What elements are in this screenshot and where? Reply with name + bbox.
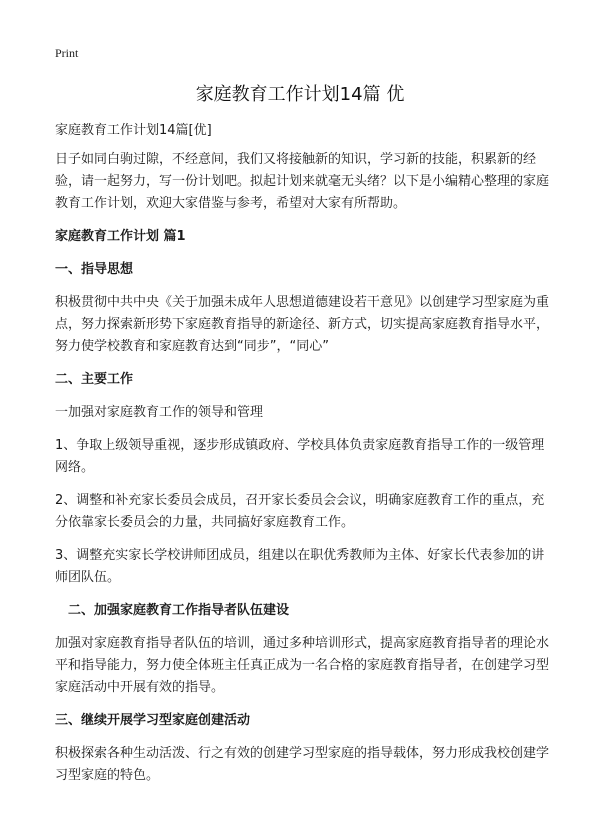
heading-learning-family: 三、继续开展学习型家庭创建活动 bbox=[55, 713, 251, 728]
list-item: 1、争取上级领导重视，逐步形成镇政府、学校具体负责家庭教育指导工作的一级管理网络。 bbox=[55, 438, 545, 475]
page-title: 家庭教育工作计划14篇 优 bbox=[195, 84, 405, 105]
print-link[interactable]: Print bbox=[55, 46, 79, 60]
document-subtitle: 家庭教育工作计划14篇[优] bbox=[55, 123, 212, 138]
list-item: 2、调整和补充家长委员会成员，召开家长委员会会议，明确家庭教育工作的重点，充分依靠家长委员会的力量，共同搞好家庭教育工作。 bbox=[55, 493, 545, 530]
paragraph-team-building: 加强对家庭教育指导者队伍的培训，通过多种培训形式，提高家庭教育指导者的理论水平和指导能力，努力使全体班主任真正成为一名合格的家庭教育指导者，在创建学习型家庭活动中开展有效的指导。 bbox=[55, 636, 550, 695]
intro-paragraph: 日子如同白驹过隙，不经意间，我们又将接触新的知识，学习新的技能，积累新的经验，请一起努力，写一份计划吧。拟起计划来就毫无头绪？以下是小编精心整理的家庭教育工作计划，欢迎大家借鉴与参考，希望对大家有所帮助。 bbox=[55, 152, 550, 211]
list-item: 3、调整充实家长学校讲师团成员，组建以在职优秀教师为主体、好家长代表参加的讲师团队伍。 bbox=[55, 548, 545, 585]
subheading-leadership: 一加强对家庭教育工作的领导和管理 bbox=[55, 405, 264, 420]
paragraph-guiding-ideology: 积极贯彻中共中央《关于加强未成年人思想道德建设若干意见》以创建学习型家庭为重点，努力探索新形势下家庭教育指导的新途径、新方式，切实提高家庭教育指导水平，努力使学校教育和家庭教育达到“同步”，“同心” bbox=[55, 295, 550, 354]
heading-guiding-ideology: 一、指导思想 bbox=[55, 262, 134, 277]
paragraph-learning-family: 积极探索各种生动活泼、行之有效的创建学习型家庭的指导载体，努力形成我校创建学习型家庭的特色。 bbox=[55, 746, 550, 783]
document-body bbox=[55, 120, 555, 798]
heading-main-work: 二、主要工作 bbox=[55, 372, 134, 387]
section-title: 家庭教育工作计划 篇1 bbox=[55, 229, 186, 244]
heading-team-building: 二、加强家庭教育工作指导者队伍建设 bbox=[68, 603, 290, 618]
